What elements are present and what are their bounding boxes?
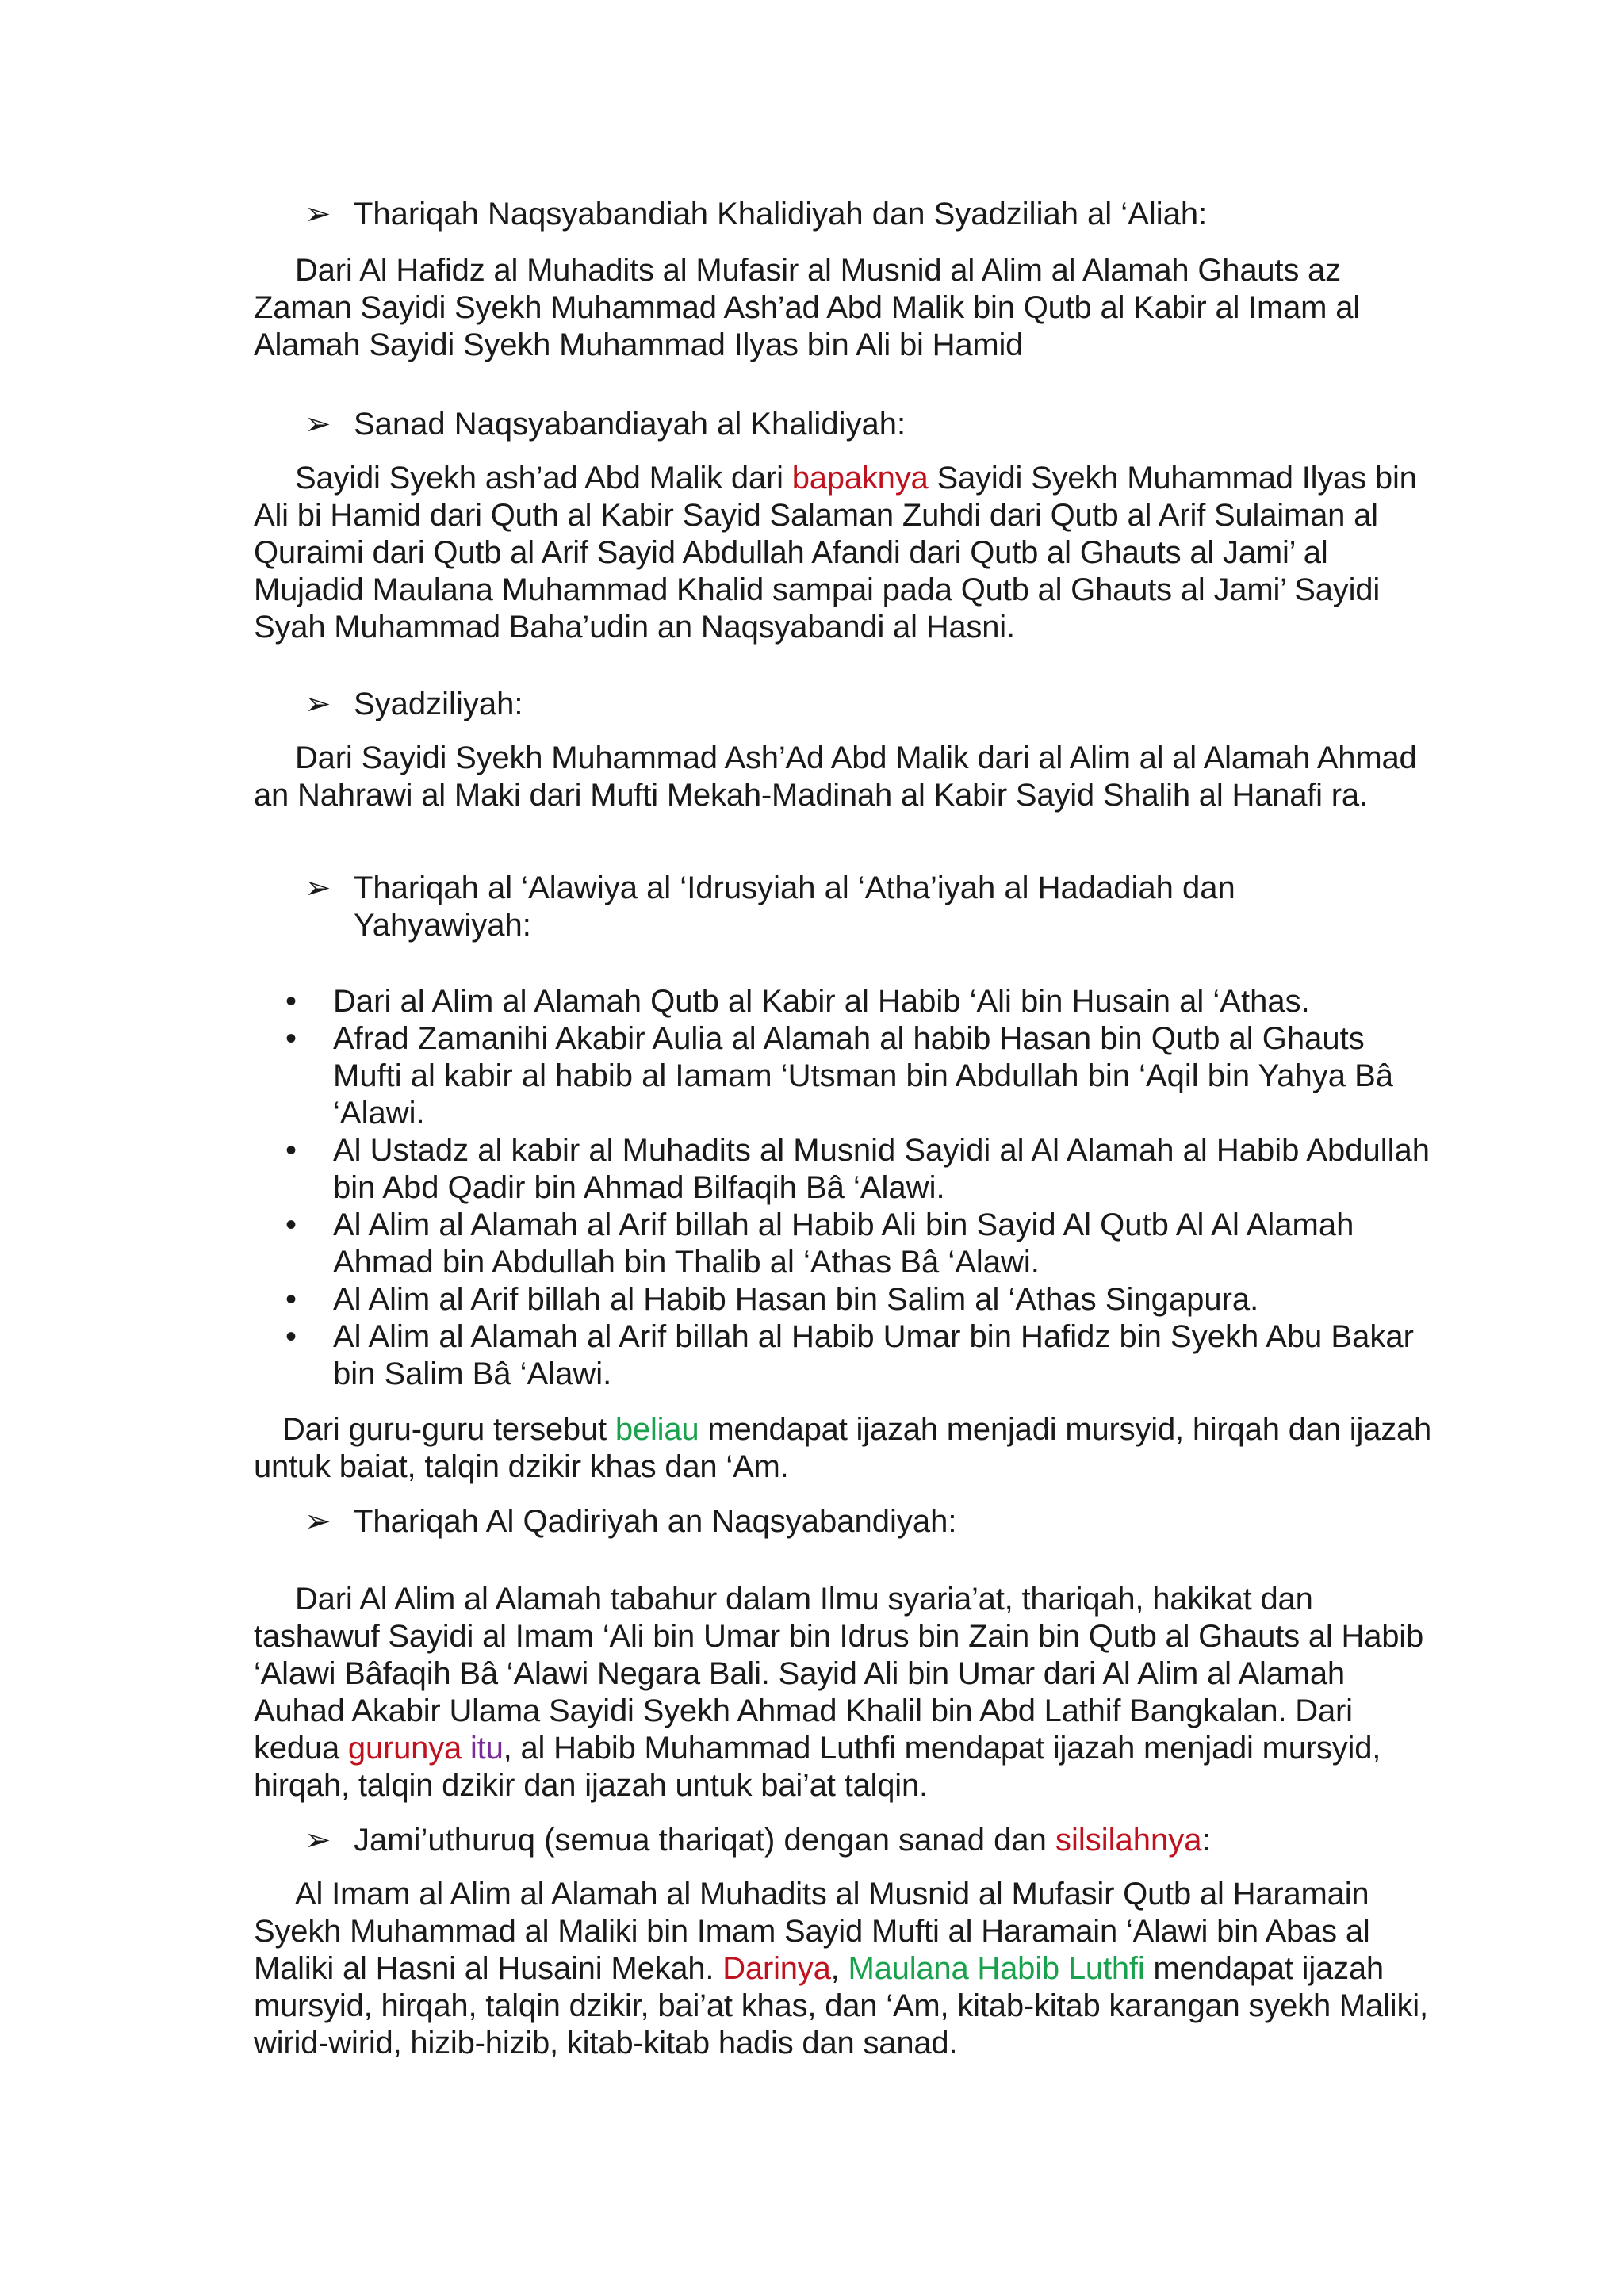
list-item-text: Al Alim al Alamah al Arif billah al Habib Umar bin Hafidz bin Syekh Abu Bakar bin Salim Bâ ‘Alawi. <box>333 1319 1414 1391</box>
heading-text: Sanad Naqsyabandiayah al Khalidiyah: <box>354 407 906 442</box>
paragraph-text: mendapat ijazah mursyid, hirqah, talqin dzikir, bai’at khas, dan ‘Am, kitab-kitab karangan syekh Maliki, wirid-wirid, hizib-hizib, kitab-kitab hadis dan sanad. <box>254 1951 1428 2061</box>
section-heading-qadiriyah <box>304 1503 956 1540</box>
list-item <box>279 1318 1437 1393</box>
bullet-dot-icon: • <box>285 1319 297 1354</box>
list-item-text: Afrad Zamanihi Akabir Aulia al Alamah al habib Hasan bin Qutb al Ghauts Mufti al kabir al habib al Iamam ‘Utsman bin Abdullah bin ‘Aqil bin Yahya Bâ ‘Alawi. <box>333 1021 1394 1131</box>
list-item <box>279 1207 1437 1281</box>
list-item-text: Al Alim al Arif billah al Habib Hasan bin Salim al ‘Athas Singapura. <box>333 1282 1259 1317</box>
highlight-red-text: gurunya <box>347 1731 462 1766</box>
list-item <box>279 1020 1437 1132</box>
paragraph-qadiriyah <box>254 1581 1435 1804</box>
paragraph-text <box>462 1731 470 1766</box>
heading-text-part: : <box>1201 1823 1211 1858</box>
paragraph-text: Dari Al Alim al Alamah tabahur dalam Ilmu syaria’at, thariqah, hakikat dan tashawuf Sayidi al Imam ‘Ali bin Umar bin Idrus bin Zain bin Qutb al Ghauts al Habib ‘Alawi Bâfaqih Bâ ‘Alawi Negara Bali. Sayid Ali bin Umar dari Al Alim al Alamah Auhad Akabir Ulama Sayidi Syekh Ahmad Khalil bin Abd Lathif Bangkalan. Dari kedua <box>254 1582 1424 1766</box>
paragraph-text: , <box>830 1951 848 1986</box>
section-heading-naqsyabandiah-syadziliah <box>304 196 1207 233</box>
section-heading-alawiya <box>304 870 1335 944</box>
list-item <box>279 1132 1437 1207</box>
heading-text: Thariqah Al Qadiriyah an Naqsyabandiyah: <box>354 1504 957 1539</box>
paragraph-sanad-source: Dari Al Hafidz al Muhadits al Mufasir al Musnid al Alim al Alamah Ghauts az Zaman Sayidi Syekh Muhammad Ash’ad Abd Malik bin Qutb al Kabir al Imam al Alamah Sayidi Syekh Muhammad Ilyas bin Ali bi Hamid <box>254 253 1360 362</box>
arrow-bullet-icon: ➢ <box>304 687 331 721</box>
heading-text-part: Jami’uthuruq (semua thariqat) dengan sanad dan <box>354 1823 1055 1858</box>
section-heading-syadziliyah <box>304 686 523 723</box>
heading-text: Thariqah al ‘Alawiya al ‘Idrusyiah al ‘Atha’iyah al Hadadiah dan Yahyawiyah: <box>354 871 1235 943</box>
section-heading-jamiuthuruq <box>304 1822 1211 1859</box>
paragraph-text: mendapat ijazah menjadi mursyid, hirqah dan ijazah untuk baiat, talqin dzikir khas dan ‘Am. <box>254 1412 1432 1484</box>
arrow-bullet-icon: ➢ <box>304 871 331 905</box>
highlight-green-text: Maulana Habib Luthfi <box>848 1951 1145 1986</box>
arrow-bullet-icon: ➢ <box>304 407 331 442</box>
list-item-text: Dari al Alim al Alamah Qutb al Kabir al Habib ‘Ali bin Husain al ‘Athas. <box>333 984 1310 1019</box>
heading-text <box>354 1822 1211 1859</box>
list-item-text: Al Ustadz al kabir al Muhadits al Musnid Sayidi al Al Alamah al Habib Abdullah bin Abd Qadir bin Ahmad Bilfaqih Bâ ‘Alawi. <box>333 1133 1430 1205</box>
bullet-dot-icon: • <box>285 1282 297 1317</box>
paragraph-text: , al Habib Muhammad Luthfi mendapat ijazah menjadi mursyid, hirqah, talqin dzikir dan ijazah untuk bai’at talqin. <box>254 1731 1381 1803</box>
paragraph-jamiuthuruq <box>254 1876 1435 2062</box>
heading-text: Syadziliyah: <box>354 687 523 721</box>
paragraph-ijazah-summary <box>254 1411 1435 1486</box>
paragraph-text: Dari guru-guru tersebut <box>282 1412 615 1447</box>
paragraph-text: Sayidi Syekh ash’ad Abd Malik dari <box>295 461 792 496</box>
list-item <box>279 1281 1437 1318</box>
list-item-text: Al Alim al Alamah al Arif billah al Habib Ali bin Sayid Al Qutb Al Al Alamah Ahmad bin Abdullah bin Thalib al ‘Athas Bâ ‘Alawi. <box>333 1207 1354 1280</box>
bullet-dot-icon: • <box>285 1207 297 1242</box>
paragraph-syadziliyah: Dari Sayidi Syekh Muhammad Ash’Ad Abd Malik dari al Alim al al Alamah Ahmad an Nahrawi al Maki dari Mufti Mekah-Madinah al Kabir Sayid Shalih al Hanafi ra. <box>254 740 1417 813</box>
list-item <box>279 983 1437 1020</box>
bullet-dot-icon: • <box>285 1133 297 1168</box>
highlight-purple-text: itu <box>469 1731 504 1766</box>
teacher-list <box>279 983 1437 1393</box>
highlight-green-text: beliau <box>615 1412 699 1447</box>
heading-text: Thariqah Naqsyabandiah Khalidiyah dan Syadziliah al ‘Aliah: <box>354 197 1208 232</box>
bullet-dot-icon: • <box>285 1021 297 1056</box>
highlight-red-text: Darinya <box>722 1951 831 1986</box>
paragraph-text: Al Imam al Alim al Alamah al Muhadits al Musnid al Mufasir Qutb al Haramain Syekh Muhammad al Maliki bin Imam Sayid Mufti al Haramain ‘Alawi bin Abas al Maliki al Hasni al Husaini Mekah. <box>254 1877 1370 1986</box>
paragraph-text: Sayidi Syekh Muhammad Ilyas bin Ali bi Hamid dari Quth al Kabir Sayid Salaman Zuhdi dari Qutb al Arif Sulaiman al Quraimi dari Qutb al Arif Sayid Abdullah Afandi dari Qutb al Ghauts al Jami’ al Mujadid Maulana Muhammad Khalid sampai pada Qutb al Ghauts al Jami’ Sayidi Syah Muhammad Baha’udin an Naqsyabandi al Hasni. <box>254 461 1417 645</box>
section-heading-sanad-naqsyabandiyah <box>304 406 906 443</box>
highlight-red-text: silsilahnya <box>1055 1823 1202 1858</box>
arrow-bullet-icon: ➢ <box>304 197 331 232</box>
highlight-red-text: bapaknya <box>791 461 929 496</box>
arrow-bullet-icon: ➢ <box>304 1504 331 1539</box>
arrow-bullet-icon: ➢ <box>304 1823 331 1858</box>
paragraph-sanad-naqsyabandiyah <box>254 460 1435 646</box>
bullet-dot-icon: • <box>285 984 297 1019</box>
